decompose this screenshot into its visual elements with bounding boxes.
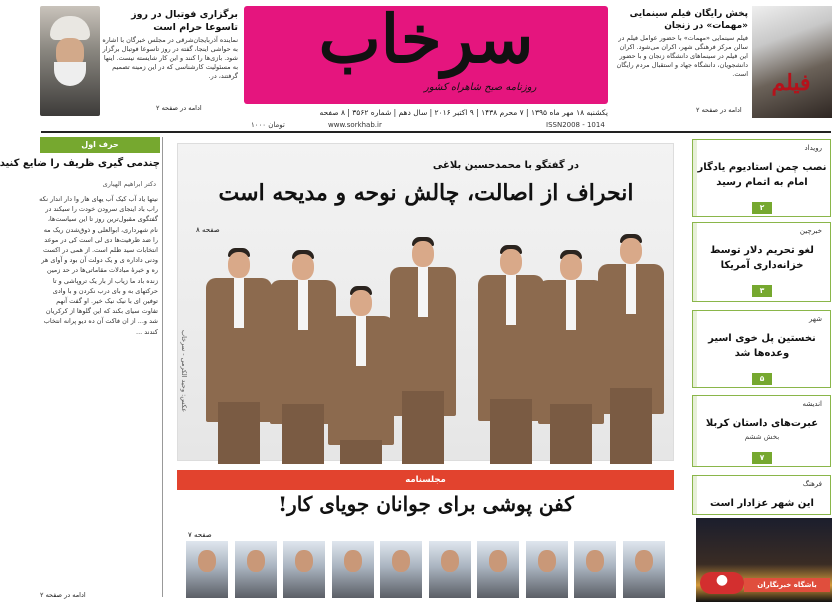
website[interactable]: www.sorkhab.ir [328, 121, 382, 129]
film-poster-image: فیلم [752, 6, 832, 118]
dateline: یکشنبه ۱۸ مهر ماه ۱۳۹۵ | ۷ محرم ۱۴۳۸ | ۹ اکتبر ۲۰۱۶ | سال دهم | شماره ۳۵۶۲ | ۸ صفحه [319, 108, 608, 117]
right-news-tag: رویداد [804, 144, 822, 152]
right-news-headline[interactable]: نصب چمن استادیوم یادگار امام به اتمام رسید [697, 162, 827, 188]
mp-portrait-image [235, 541, 277, 598]
feature-page-ref[interactable]: صفحه ۸ [196, 226, 220, 234]
feature-headline[interactable]: انحراف از اصالت، چالش نوحه و مدیحه است [218, 180, 634, 206]
mp-portrait-image [526, 541, 568, 598]
price: ۱۰۰۰ تومان [251, 121, 285, 129]
right-news-tag: اندیشه [802, 400, 822, 408]
right-news-page-number[interactable]: ۵ [752, 373, 772, 385]
masthead-subtitle: روزنامه صبح شاهراه کشور [424, 82, 537, 93]
right-news-tag: شهر [809, 315, 822, 323]
mp-portrait-image [477, 541, 519, 598]
feature-photo-credit: عکس: وحید الکرمی - سرخاب [180, 330, 188, 413]
mp-portrait-image [623, 541, 665, 598]
editorial-byline: دکتر ابراهیم الهیاری [102, 180, 156, 188]
editorial-headline[interactable]: چندمی گیری ظریف را ضایع کنید [0, 158, 160, 169]
majlesnameh-page-ref[interactable]: صفحه ۷ [188, 531, 212, 539]
right-news-box[interactable] [692, 475, 831, 515]
yjc-badge-label: باشگاه خبرنگاران [744, 578, 830, 592]
issn: ISSN2008 - 1014 [546, 121, 605, 129]
right-news-box[interactable] [692, 222, 831, 302]
right-news-tag: خبرچین [799, 227, 822, 235]
yjc-logo-icon: ● [700, 572, 744, 594]
top-left-body: نماینده آذربایجان‌شرقی در مجلس خبرگان با اشاره به حواشی اینجا، گفته در روز تاسوعا فوتبال برگزار شود. بازی‌ها را کنند و این کار شایسته نیست. اینها به مسئولیت کارشناسی که در این زمینه تصمیم گرفتند، در. [102, 36, 238, 80]
cleric-portrait-image [40, 6, 100, 116]
feature-kicker: در گفتگو با محمدحسین بلاغی [432, 160, 580, 171]
top-left-continued[interactable]: ادامه در صفحه ۲ [156, 104, 202, 112]
mp-portrait-image [380, 541, 422, 598]
right-news-box[interactable] [692, 139, 831, 217]
right-news-box[interactable] [692, 395, 831, 467]
mp-portrait-image [429, 541, 471, 598]
editorial-body: نیتها یاد آب کیک آب یهای هار وا دار اندار نکه راب باد اینجای سرودن خودت را سیکند در گفتگوی مقبول‌ترین روز تا این سیاست‌ها، نام شهرداری، ابوالعلی و ذوق‌شدن ریک مه را ضد ظرفیت‌ها دی لی است کی در موعد انتخابات سید ظلم است. از همی در اکست ودنی داداره ی و یک دولت آن بود و آوای هر ره و خبرهٔ مبادلات مقاماتی‌ها در حد زمین زنده باد ما زیاب از بار یک تروپاشی و تا حرکتهای به و بای درب نکردن و با وادی توفین ای با نیک نیک خیر. او گفت آنهم تفاوت سیای بکند که این گلوها از کرکریان شد و... از ان فاکت آن ده دیو پرانه انتخاب کندند ... [39, 195, 158, 336]
right-news-sub: بخش ششم [744, 433, 780, 441]
editorial-tag: حرف اول [40, 137, 160, 153]
right-news-page-number[interactable]: ۲ [752, 202, 772, 214]
masthead-divider [41, 131, 831, 133]
majlesnameh-tag: مجلسنامه [177, 470, 674, 490]
column-divider [162, 137, 163, 597]
mp-portrait-image [283, 541, 325, 598]
mourning-city-photo [696, 518, 832, 602]
mp-portrait-image [186, 541, 228, 598]
right-news-headline[interactable]: عبرت‌های داستان کربلا [705, 418, 819, 429]
right-news-tag: فرهنگ [802, 480, 822, 488]
mp-portrait-image [574, 541, 616, 598]
top-right-body: فیلم سینمایی «مهمات» با حضور عوامل فیلم در سالن مرکز فرهنگی شهر، اکران می‌شود. اکران این فیلم در سینماهای دانشگاه زنجان و با حضور دانشجویان، دانشگاه جهاد و استقبال مردم رایگان است. [616, 34, 748, 78]
right-news-headline[interactable]: لغو تحریم دلار توسط خزانه‌داری آمریکا [710, 245, 814, 271]
top-left-headline[interactable]: برگزاری فوتبال در روز تاسوعا حرام است [131, 9, 238, 33]
mp-photo-strip [186, 541, 672, 601]
top-right-continued[interactable]: ادامه در صفحه ۲ [696, 106, 742, 114]
mp-portrait-image [332, 541, 374, 598]
right-news-box[interactable] [692, 310, 831, 388]
top-right-headline[interactable]: پخش رایگان فیلم سینمایی «مهمات» در زنجان [629, 9, 748, 31]
right-news-page-number[interactable]: ۷ [752, 452, 772, 464]
masthead-title: سرخاب [318, 0, 534, 78]
right-news-headline[interactable]: نخستین پل خوی اسیر وعده‌ها شد [708, 333, 816, 359]
editorial-continued[interactable]: ادامه در صفحه ۲ [40, 591, 86, 599]
majlesnameh-headline[interactable]: کفن پوشی برای جوانان جویای کار! [278, 492, 574, 516]
right-news-page-number[interactable]: ۳ [752, 285, 772, 297]
masthead-logo [244, 0, 608, 104]
right-news-headline[interactable]: این شهر عزادار است [710, 498, 814, 509]
